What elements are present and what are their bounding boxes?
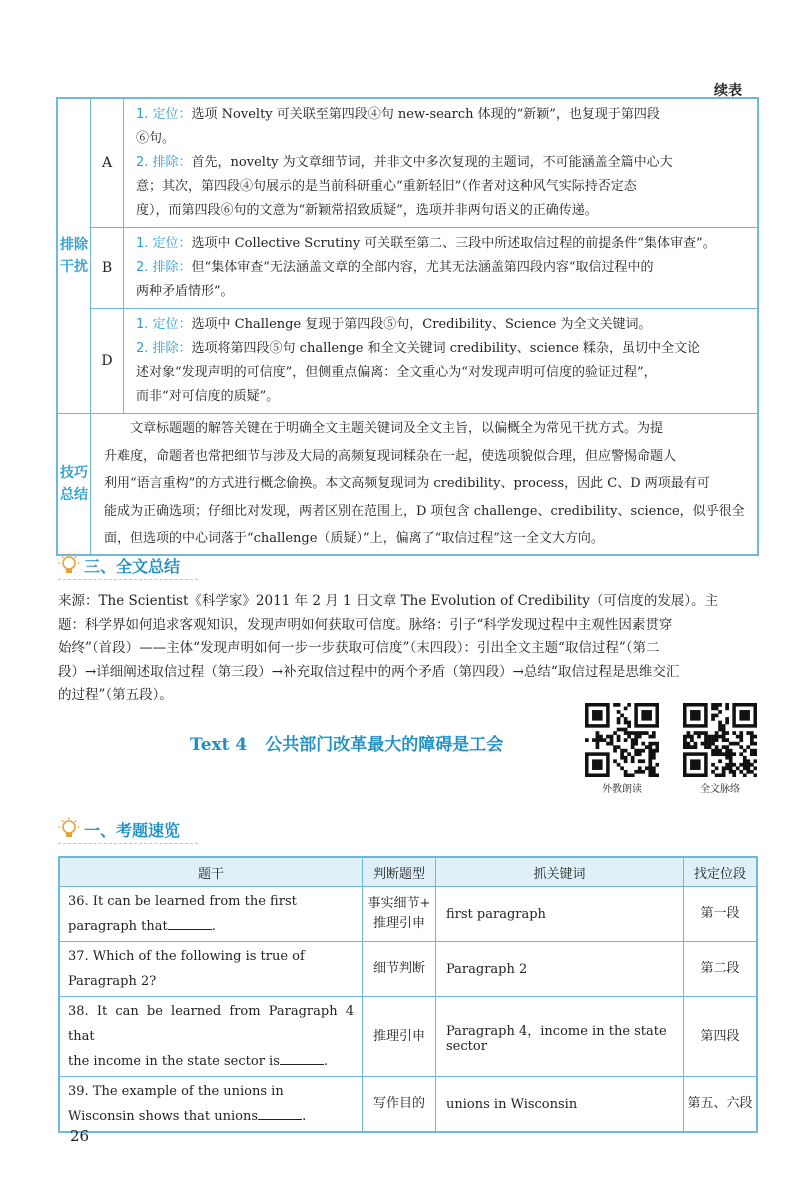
- question-locate: 第五、六段: [684, 1077, 758, 1133]
- option-a-cell: A: [91, 98, 124, 228]
- table-row: [59, 887, 757, 942]
- summary-line: 始终”（首段）——主体“发现声明如何一步一步获取可信度”（末四段）：引出全文主题“取信过程”（第二: [58, 640, 660, 656]
- question-locate: 第二段: [684, 942, 758, 997]
- summary-line: 题：科学界如何追求客观知识，发现声明如何获取可信度。脉络：引子“科学发现过程中主观性因素贯穿: [58, 616, 673, 633]
- table-row: [59, 997, 757, 1077]
- tip-text: 文章标题题的解答关键在于明确全文主题关键词及全文主旨，以偏概全为常见干扰方式。为提 升难度，命题者也常把细节与涉及大局的高频复现词糅杂在一起，使选项貌似合理，但应警惕命题人 利用“语言重构”的方式进行概念偷换。本文高频复现词为 credibility、process，因此 C、D 两项最有可 能成为正确选项；仔细比对发现，两者区别在范围上，D 项包含 challenge、credibility、science，似乎很全 面，但选项的中心词落于“challenge（质疑）”上，偏离了“取信过程”这一全文大方向。: [91, 414, 759, 555]
- header-locate: 找定位段: [684, 857, 758, 887]
- summary-paragraph: [58, 590, 758, 708]
- continued-label: 续表: [714, 83, 742, 99]
- qr-code-icon[interactable]: [683, 703, 757, 777]
- section3-title: 三、全文总结: [84, 556, 181, 576]
- question-keywords: Paragraph 4，income in the state sector: [436, 997, 684, 1077]
- section3-heading: [58, 553, 180, 577]
- option-d-cell: D: [91, 309, 124, 414]
- section1-rule: [58, 843, 198, 844]
- qr-code-icon[interactable]: [585, 703, 659, 777]
- distractor-table: [56, 97, 759, 556]
- section3-rule: [58, 579, 198, 580]
- question-table: [58, 856, 758, 1133]
- qr-label-outline: 全文脉络: [700, 784, 740, 795]
- question-locate: 第四段: [684, 997, 758, 1077]
- header-keywords: 抓关键词: [436, 857, 684, 887]
- question-type: 推理引申: [363, 997, 436, 1077]
- option-a-analysis: 1. 定位：选项 Novelty 可关联至第四段④句 new-search 体现的“新颖”，也复现于第四段 ⑥句。 2. 排除：首先，novelty 为文章细节词，并非文中多次复现的主题词，不可能涵盖全篇中心大 意；其次，第四段④句展示的是当前科研重心“重新轻旧”（作者对这种风气实际持否定态 度），而第四段⑥句的文意为“新颖常招致质疑”，选项并非两句语义的正确传递。: [124, 98, 759, 228]
- question-36: 36. It can be learned from the first paragraph that .: [59, 887, 363, 942]
- question-keywords: unions in Wisconsin: [436, 1077, 684, 1133]
- question-type: 细节判断: [363, 942, 436, 997]
- question-38: 38. It can be learned from Paragraph 4 that the income in the state sector is .: [59, 997, 363, 1077]
- text4-heading: [190, 730, 503, 755]
- question-type: 写作目的: [363, 1077, 436, 1133]
- summary-line: 的过程”（第五段）。: [58, 687, 173, 703]
- question-keywords: first paragraph: [436, 887, 684, 942]
- option-d-analysis: 1. 定位：选项中 Challenge 复现于第四段⑤句，Credibility、Science 为全文关键词。 2. 排除：选项将第四段⑤句 challenge 和全文关键词 credibility、science 糅杂，虽切中全文论 述对象“发现声明的可信度”，但侧重点偏离：全文重心为“对发现声明可信度的验证过程”， 而非“对可信度的质疑”。: [124, 309, 759, 414]
- page-number: 26: [70, 1127, 90, 1145]
- question-39: 39. The example of the unions in Wisconsin shows that unions .: [59, 1077, 363, 1133]
- question-locate: 第一段: [684, 887, 758, 942]
- table-row: [59, 1077, 757, 1133]
- text4-label: Text 4: [190, 735, 248, 755]
- category-cell: [57, 98, 91, 414]
- lightbulb-icon: [58, 817, 80, 841]
- tip-label-cell: [57, 414, 91, 555]
- text4-title: 公共部门改革最大的障碍是工会: [265, 735, 504, 755]
- section1-heading: [58, 817, 180, 841]
- summary-line: 来源：The Scientist《科学家》2011 年 2 月 1 日文章 The Evolution of Credibility（可信度的发展）。主: [58, 593, 719, 609]
- header-type: 判断题型: [363, 857, 436, 887]
- summary-line: 段）→详细阐述取信过程（第三段）→补充取信过程中的两个矛盾（第四段）→总结“取信过程是思维交汇: [58, 663, 680, 680]
- table-row: [59, 942, 757, 997]
- tip-label: 技巧 总结: [60, 464, 88, 503]
- header-question: 题干: [59, 857, 363, 887]
- lightbulb-icon: [58, 553, 80, 577]
- option-b-analysis: 1. 定位：选项中 Collective Scrutiny 可关联至第二、三段中所述取信过程的前提条件“集体审查”。 2. 排除：但“集体审查”无法涵盖文章的全部内容，尤其无法涵盖第四段内容“取信过程中的 两种矛盾情形”。: [124, 228, 759, 309]
- section1-title: 一、考题速览: [84, 820, 181, 840]
- category-label: 排除 干扰: [60, 237, 88, 275]
- question-37: 37. Which of the following is true of Paragraph 2?: [59, 942, 363, 997]
- question-type: 事实细节+ 推理引申: [363, 887, 436, 942]
- option-b-cell: B: [91, 228, 124, 309]
- qr-label-reading: 外教朗读: [602, 784, 642, 795]
- question-keywords: Paragraph 2: [436, 942, 684, 997]
